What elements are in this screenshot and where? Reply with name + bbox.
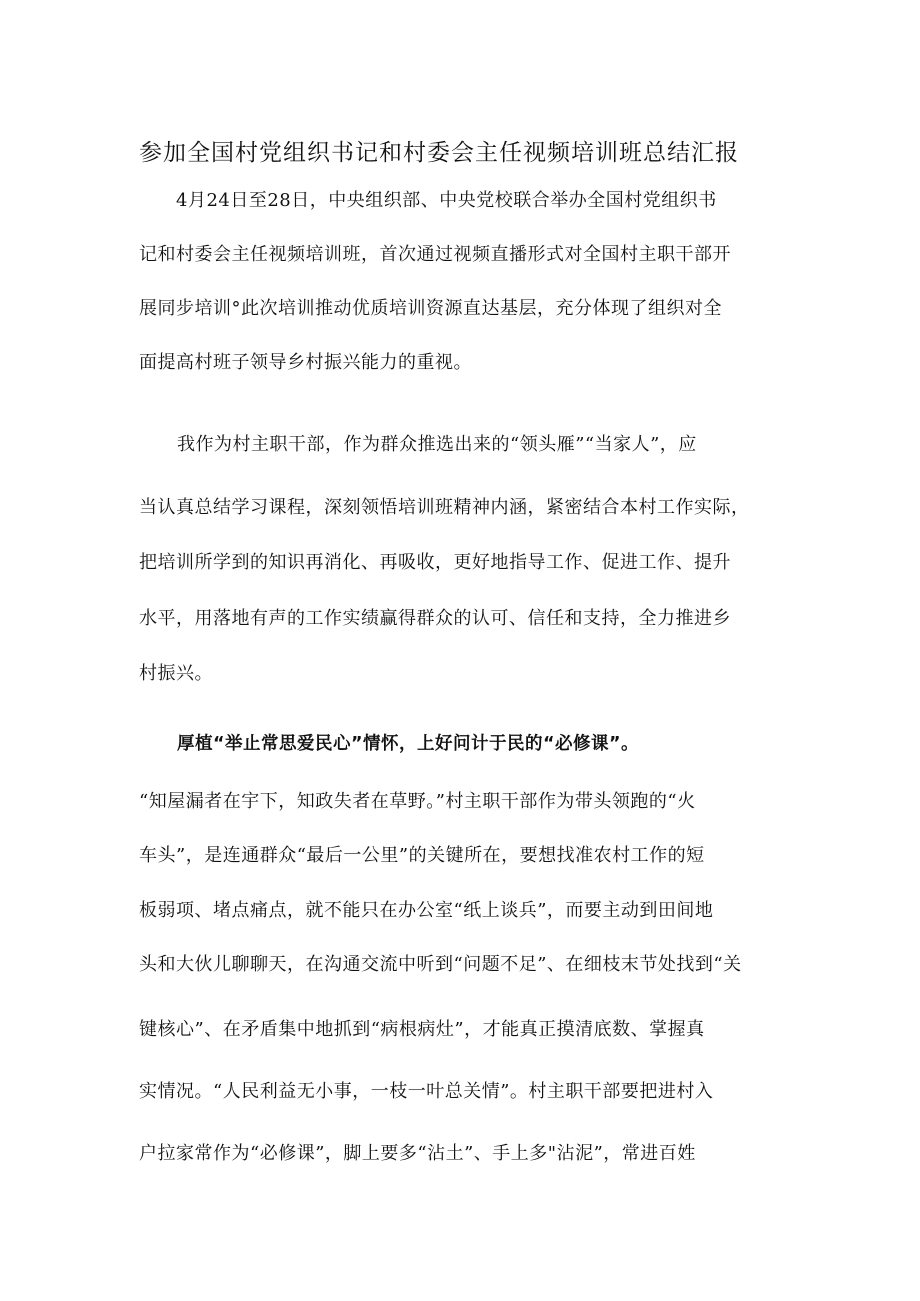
paragraph-3-line-1: “知屋漏者在宇下，知政失者在草野。”村主职干部作为带头领跑的“火	[139, 791, 696, 812]
paragraph-3-line-4: 头和大伙儿聊聊天，在沟通交流中听到“问题不足”、在细枝末节处找到“关	[139, 954, 742, 975]
paragraph-2-line-1: 我作为村主职干部，作为群众推选出来的“领头雁”“当家人”，应	[177, 434, 697, 455]
paragraph-3-line-5: 键核心”、在矛盾集中地抓到“病根病灶”，才能真正摸清底数、掌握真	[139, 1019, 705, 1040]
paragraph-3-line-7: 户拉家常作为“必修课”，脚上要多“沾土”、手上多"沾泥”，常进百姓	[139, 1143, 696, 1164]
paragraph-3-line-6: 实情况。“人民利益无小事，一枝一叶总关情”。村主职干部要把进村入	[139, 1081, 714, 1102]
paragraph-1-line-3: 展同步培训°此次培训推动优质培训资源直达基层，充分体现了组织对全	[139, 298, 722, 319]
paragraph-1-line-4: 面提高村班子领导乡村振兴能力的重视。	[139, 352, 472, 373]
paragraph-1-line-2: 记和村委会主任视频培训班，首次通过视频直播形式对全国村主职干部开	[139, 244, 731, 265]
paragraph-2-line-4: 水平，用落地有声的工作实绩赢得群众的认可、信任和支持，全力推进乡	[139, 608, 731, 629]
paragraph-3-line-2: 车头”，是连通群众“最后一公里”的关键所在，要想找准农村工作的短	[139, 845, 705, 866]
paragraph-2-line-2: 当认真总结学习课程，深刻领悟培训班精神内涵，紧密结合本村工作实际，	[139, 497, 750, 518]
paragraph-2-line-3: 把培训所学到的知识再消化、再吸收，更好地指导工作、促进工作、提升	[139, 552, 731, 573]
paragraph-1-line-1: 4月24日至28日，中央组织部、中央党校联合举办全国村党组织书	[176, 190, 717, 211]
paragraph-2-line-5: 村振兴。	[139, 663, 213, 684]
section-heading: 厚植“举止常思爱民心”情怀，上好问计于民的“必修课”。	[177, 734, 640, 754]
document-title: 参加全国村党组织书记和村委会主任视频培训班总结汇报	[139, 140, 739, 166]
paragraph-3-line-3: 板弱项、堵点痛点，就不能只在办公室“纸上谈兵”，而要主动到田间地	[139, 900, 714, 921]
